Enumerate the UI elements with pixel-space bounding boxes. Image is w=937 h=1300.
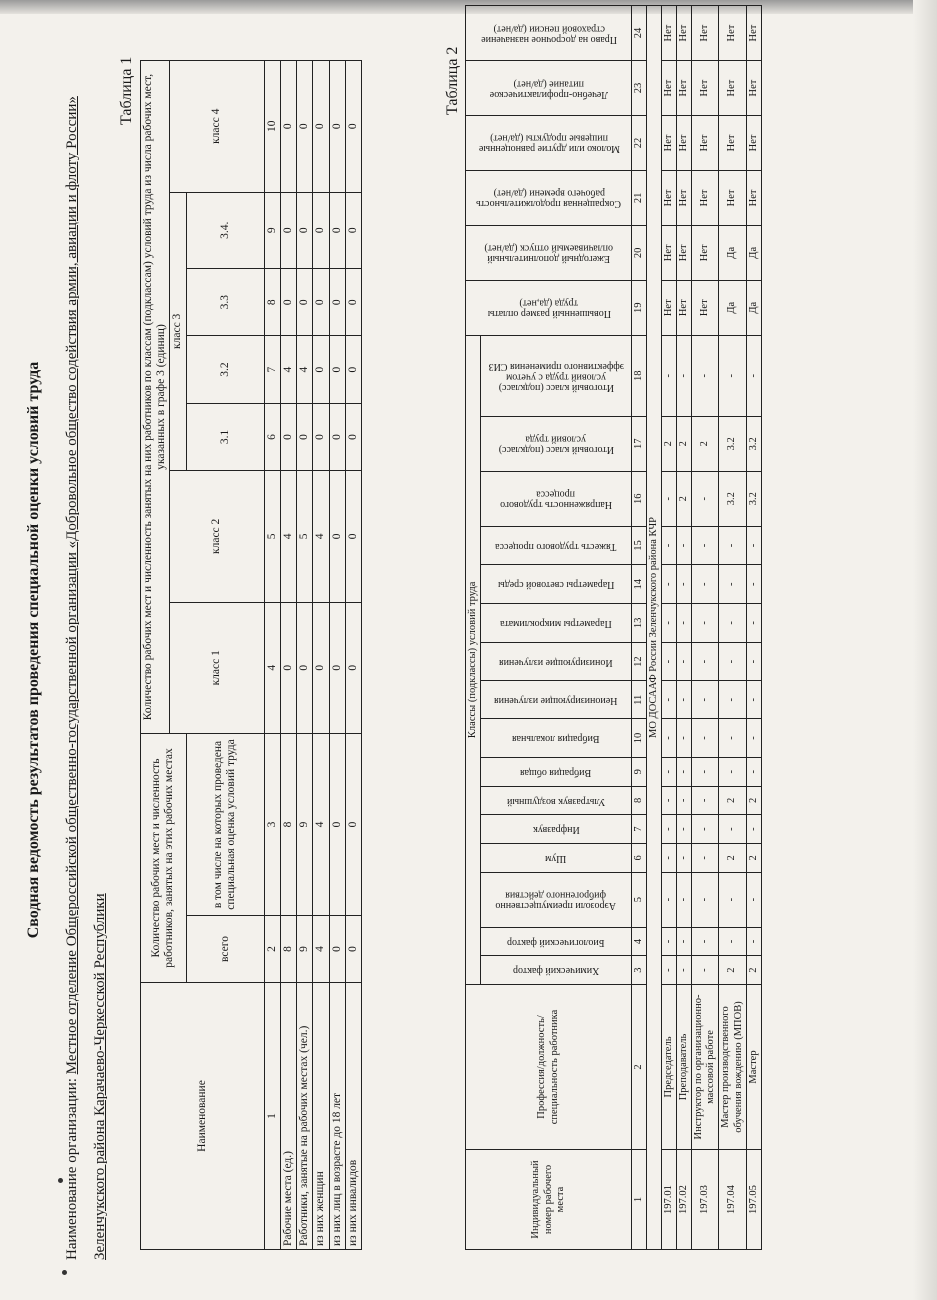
column-number: 8 (264, 269, 280, 336)
organization-line (58, 30, 114, 1260)
col-header-factor: Биологический фактор (481, 927, 632, 956)
col-header-factor: Аэрозоли преимущественно фиброгенного действия (481, 872, 632, 927)
col-header-factor: Лечебно-профилактическое питание (да/нет) (466, 61, 632, 116)
document-title: Сводная ведомость результатов проведения специальной оценки условий труда (25, 361, 42, 939)
cell-value: 2 (677, 471, 692, 526)
col-header-factor: Химический фактор (481, 956, 632, 985)
table-row (746, 6, 761, 1250)
cell-value: Нет (677, 61, 692, 116)
cell-value: - (719, 335, 746, 416)
cell-value: - (692, 843, 719, 872)
cell-value: - (746, 604, 761, 643)
workplace-id: 197.02 (677, 1150, 692, 1250)
cell-value: 0 (329, 336, 345, 403)
row-name: из них женщин (313, 983, 329, 1250)
row-name: Рабочие места (ед.) (280, 983, 296, 1250)
cell-value: Нет (662, 116, 677, 171)
cell-value: 0 (345, 471, 361, 602)
cell-value: 0 (345, 61, 361, 193)
cell-value: Нет (692, 280, 719, 335)
cell-value: - (746, 927, 761, 956)
cell-value: Нет (692, 170, 719, 225)
cell-value: - (662, 526, 677, 565)
cell-value: 0 (297, 602, 313, 733)
cell-value: 0 (329, 602, 345, 733)
cell-value: 0 (345, 192, 361, 268)
col-header-total: всего (186, 916, 264, 983)
cell-value: - (692, 786, 719, 815)
table-row (677, 6, 692, 1250)
cell-value: 3.2 (746, 471, 761, 526)
cell-value: - (662, 471, 677, 526)
column-number: 19 (632, 280, 647, 335)
cell-value: - (677, 565, 692, 604)
summary-table-body (280, 61, 361, 1250)
cell-value: 0 (345, 602, 361, 733)
col-header-assessed: в том числе на которых проведена специальная оценка условий труда (186, 734, 264, 916)
cell-value: - (746, 681, 761, 719)
cell-value: - (719, 565, 746, 604)
table-row (345, 61, 361, 1250)
col-header-factor: Итоговый класс (подкласс) условий труда с учетом эффективного применения СИЗ (481, 335, 632, 416)
col-header-factor: Напряженность трудового процесса (481, 471, 632, 526)
col-header-sub: 3.4. (186, 192, 264, 268)
profession: Председатель (662, 985, 677, 1150)
cell-value: 9 (297, 916, 313, 983)
cell-value: 0 (280, 192, 296, 268)
col-header-factor: Молоко или другие равноценные пищевые продукты (да/нет) (466, 116, 632, 171)
column-number: 4 (632, 927, 647, 956)
cell-value: - (662, 642, 677, 681)
cell-value: Нет (692, 116, 719, 171)
col-header-factor: Ультразвук воздушный (481, 786, 632, 815)
table-row (662, 6, 677, 1250)
cell-value: Нет (746, 6, 761, 61)
workplaces-table (465, 5, 762, 1250)
profession: Преподаватель (677, 985, 692, 1150)
cell-value: 5 (297, 471, 313, 602)
profession: Инструктор по организационно-массовой работе (692, 985, 719, 1150)
cell-value: Нет (692, 6, 719, 61)
table-row (297, 61, 313, 1250)
row-name: Работники, занятые на рабочих местах (чел.) (297, 983, 313, 1250)
column-number: 13 (632, 604, 647, 643)
cell-value: Да (719, 280, 746, 335)
cell-value: - (719, 872, 746, 927)
cell-value: - (719, 681, 746, 719)
cell-value: 4 (297, 336, 313, 403)
workplace-id: 197.03 (692, 1150, 719, 1250)
column-number: 22 (632, 116, 647, 171)
cell-value: 2 (746, 956, 761, 985)
cell-value: 2 (719, 786, 746, 815)
cell-value: Нет (662, 170, 677, 225)
column-number: 18 (632, 335, 647, 416)
cell-value: - (719, 604, 746, 643)
cell-value: 0 (329, 61, 345, 193)
cell-value: 0 (313, 192, 329, 268)
cell-value: 2 (677, 416, 692, 471)
column-number: 7 (632, 815, 647, 844)
col-header-factor: Неионизирующие излучения (481, 681, 632, 719)
cell-value: - (677, 757, 692, 786)
cell-value: Нет (719, 61, 746, 116)
profession: Мастер производственного обучения вождению (МПОВ) (719, 985, 746, 1150)
profession: Мастер (746, 985, 761, 1150)
cell-value: 2 (662, 416, 677, 471)
column-number: 8 (632, 786, 647, 815)
column-number: 5 (264, 471, 280, 602)
cell-value: 0 (280, 403, 296, 470)
workplace-id: 197.01 (662, 1150, 677, 1250)
cell-value: Нет (719, 116, 746, 171)
cell-value: - (746, 815, 761, 844)
cell-value: 2 (692, 416, 719, 471)
cell-value: - (692, 471, 719, 526)
table-row (313, 61, 329, 1250)
workplace-id: 197.04 (719, 1150, 746, 1250)
col-header-factor: Право на досрочное назначение страховой пенсии (да/нет) (466, 6, 632, 61)
col-header-count: Количество рабочих мест и численность работников, занятых на этих рабочих местах (141, 734, 187, 983)
cell-value: - (692, 719, 719, 758)
column-number: 6 (264, 403, 280, 470)
cell-value: 3.2 (746, 416, 761, 471)
col-header-factor: Вибрация локальная (481, 719, 632, 758)
cell-value: Нет (692, 61, 719, 116)
cell-value: 0 (345, 403, 361, 470)
cell-value: 0 (329, 916, 345, 983)
cell-value: - (662, 843, 677, 872)
col-header-factor: Итоговый класс (подкласс) условий труда (481, 416, 632, 471)
cell-value: - (662, 927, 677, 956)
col-header-sub: 3.2 (186, 336, 264, 403)
column-number: 15 (632, 526, 647, 565)
col-header-class4: класс 4 (170, 61, 264, 193)
cell-value: 0 (329, 403, 345, 470)
col-header-conditions: Классы (подклассы) условий труда (466, 335, 481, 984)
cell-value: Нет (692, 225, 719, 280)
workplace-id: 197.05 (746, 1150, 761, 1250)
cell-value: - (677, 335, 692, 416)
cell-value: - (719, 526, 746, 565)
cell-value: - (692, 681, 719, 719)
cell-value: - (746, 565, 761, 604)
column-number: 1 (632, 1150, 647, 1250)
cell-value: - (692, 757, 719, 786)
col-header-factor: Параметры микроклимата (481, 604, 632, 643)
col-header-factor: Тяжесть трудового процесса (481, 526, 632, 565)
cell-value: 0 (280, 602, 296, 733)
cell-value: 4 (280, 336, 296, 403)
cell-value: 2 (719, 956, 746, 985)
cell-value: - (662, 719, 677, 758)
cell-value: 2 (746, 786, 761, 815)
cell-value: Нет (662, 225, 677, 280)
cell-value: - (662, 786, 677, 815)
cell-value: Нет (677, 280, 692, 335)
cell-value: - (677, 927, 692, 956)
cell-value: - (719, 757, 746, 786)
col-header-sub: 3.1 (186, 403, 264, 470)
cell-value: 0 (313, 336, 329, 403)
cell-value: Нет (746, 61, 761, 116)
cell-value: 0 (297, 269, 313, 336)
col-header-class2: класс 2 (170, 471, 264, 602)
cell-value: Нет (719, 6, 746, 61)
organization-row: МО ДОСААФ России Зеленчукского района КЧР (647, 6, 662, 1250)
column-number: 6 (632, 843, 647, 872)
cell-value: 3.2 (719, 471, 746, 526)
cell-value: - (677, 786, 692, 815)
cell-value: - (677, 872, 692, 927)
cell-value: 0 (345, 734, 361, 916)
col-header-class3: класс 3 (170, 192, 186, 471)
cell-value: - (662, 956, 677, 985)
organization-label: Наименование организации: (64, 1078, 80, 1260)
cell-value: - (677, 604, 692, 643)
col-header-sub: 3.3 (186, 269, 264, 336)
col-header-factor: Повышенный размер оплаты труда (да,нет) (466, 280, 632, 335)
table1-caption: Таблица 1 (118, 56, 135, 125)
col-header-factor: Ежегодный дополнительный оплачиваемый отпуск (да/нет) (466, 225, 632, 280)
cell-value: - (746, 642, 761, 681)
table-row (329, 61, 345, 1250)
cell-value: 4 (313, 734, 329, 916)
cell-value: - (662, 872, 677, 927)
cell-value: - (662, 757, 677, 786)
cell-value: Нет (746, 170, 761, 225)
cell-value: - (692, 927, 719, 956)
column-number: 17 (632, 416, 647, 471)
cell-value: Нет (662, 61, 677, 116)
cell-value: - (692, 872, 719, 927)
col-header-factor: Инфразвук (481, 815, 632, 844)
col-header-class1: класс 1 (170, 602, 264, 733)
column-number: 9 (632, 757, 647, 786)
cell-value: - (677, 956, 692, 985)
cell-value: - (662, 681, 677, 719)
column-number: 7 (264, 336, 280, 403)
column-number: 16 (632, 471, 647, 526)
cell-value: 0 (297, 403, 313, 470)
table-row (280, 61, 296, 1250)
cell-value: Нет (677, 225, 692, 280)
table-row (692, 6, 719, 1250)
cell-value: Нет (677, 6, 692, 61)
cell-value: - (719, 642, 746, 681)
cell-value: 8 (280, 916, 296, 983)
table-row (719, 6, 746, 1250)
cell-value: Нет (662, 280, 677, 335)
col-header-factor: Ионизирующие излучения (481, 642, 632, 681)
cell-value: 9 (297, 734, 313, 916)
cell-value: 0 (313, 269, 329, 336)
col-header-factor: Вибрация общая (481, 757, 632, 786)
summary-table (140, 60, 362, 1250)
cell-value: - (662, 565, 677, 604)
column-number: 2 (632, 985, 647, 1150)
column-number: 24 (632, 6, 647, 61)
col-header-factor: Сокращенная продолжительность рабочего времени (да/нет) (466, 170, 632, 225)
cell-value: 0 (345, 336, 361, 403)
cell-value: - (677, 815, 692, 844)
cell-value: - (692, 335, 719, 416)
cell-value: - (746, 526, 761, 565)
cell-value: 3.2 (719, 416, 746, 471)
cell-value: 0 (313, 61, 329, 193)
cell-value: 0 (329, 269, 345, 336)
cell-value: 0 (297, 192, 313, 268)
col-header-factor: Шум (481, 843, 632, 872)
cell-value: - (692, 642, 719, 681)
column-number: 2 (264, 916, 280, 983)
cell-value: - (692, 526, 719, 565)
cell-value: - (746, 872, 761, 927)
column-number: 9 (264, 192, 280, 268)
cell-value: Нет (677, 170, 692, 225)
cell-value: - (662, 815, 677, 844)
cell-value: 0 (313, 403, 329, 470)
cell-value: - (692, 565, 719, 604)
cell-value: 4 (313, 916, 329, 983)
column-number: 1 (264, 983, 280, 1250)
cell-value: - (719, 815, 746, 844)
cell-value: - (677, 681, 692, 719)
organization-name: Местное отделение Общероссийской общественно-государственной организации «Добровольное общество содействия армии, авиации и флоту России» Зеленчукского района Карачаево-Черкесской Республики (64, 96, 108, 1260)
column-number: 3 (264, 734, 280, 916)
cell-value: - (746, 719, 761, 758)
cell-value: 0 (297, 61, 313, 193)
col-header-profession: Профессия/должность/специальность работника (466, 985, 632, 1150)
column-number: 10 (264, 61, 280, 193)
column-number: 20 (632, 225, 647, 280)
workplaces-table-body (662, 6, 761, 1250)
column-number: 3 (632, 956, 647, 985)
cell-value: 0 (329, 192, 345, 268)
column-number: 12 (632, 642, 647, 681)
cell-value: Да (746, 280, 761, 335)
cell-value: 8 (280, 734, 296, 916)
cell-value: 0 (313, 602, 329, 733)
cell-value: - (677, 526, 692, 565)
cell-value: 0 (329, 471, 345, 602)
table2-caption: Таблица 2 (444, 46, 461, 115)
col-header-classes: Количество рабочих мест и численность занятых на них работников по классам (подклассам) условий труда из числа рабочих мест, указанных в графе 3 (единиц) (141, 61, 170, 734)
cell-value: - (692, 956, 719, 985)
cell-value: - (692, 815, 719, 844)
cell-value: - (719, 719, 746, 758)
cell-value: Да (719, 225, 746, 280)
cell-value: 2 (746, 843, 761, 872)
cell-value: - (692, 604, 719, 643)
cell-value: Нет (662, 6, 677, 61)
column-number: 5 (632, 872, 647, 927)
cell-value: 0 (345, 916, 361, 983)
cell-value: - (677, 719, 692, 758)
cell-value: - (677, 642, 692, 681)
column-number: 11 (632, 681, 647, 719)
cell-value: - (677, 843, 692, 872)
cell-value: - (746, 757, 761, 786)
cell-value: 4 (280, 471, 296, 602)
column-number: 4 (264, 602, 280, 733)
col-header-workplace-id: Индивидуальный номер рабочего места (466, 1150, 632, 1250)
cell-value: 0 (280, 269, 296, 336)
cell-value: - (662, 604, 677, 643)
cell-value: 2 (719, 843, 746, 872)
column-number: 23 (632, 61, 647, 116)
column-number: 21 (632, 170, 647, 225)
cell-value: 0 (329, 734, 345, 916)
cell-value: - (746, 335, 761, 416)
row-name: из них инвалидов (345, 983, 361, 1250)
column-number-row (632, 6, 647, 1250)
cell-value: - (719, 927, 746, 956)
column-number: 10 (632, 719, 647, 758)
cell-value: 4 (313, 471, 329, 602)
cell-value: 0 (345, 269, 361, 336)
cell-value: Нет (746, 116, 761, 171)
cell-value: - (662, 335, 677, 416)
cell-value: Да (746, 225, 761, 280)
col-header-factor: Параметры световой среды (481, 565, 632, 604)
column-number: 14 (632, 565, 647, 604)
cell-value: Нет (719, 170, 746, 225)
col-header-name: Наименование (141, 983, 265, 1250)
row-name: из них лиц в возрасте до 18 лет (329, 983, 345, 1250)
cell-value: Нет (677, 116, 692, 171)
cell-value: 0 (280, 61, 296, 193)
